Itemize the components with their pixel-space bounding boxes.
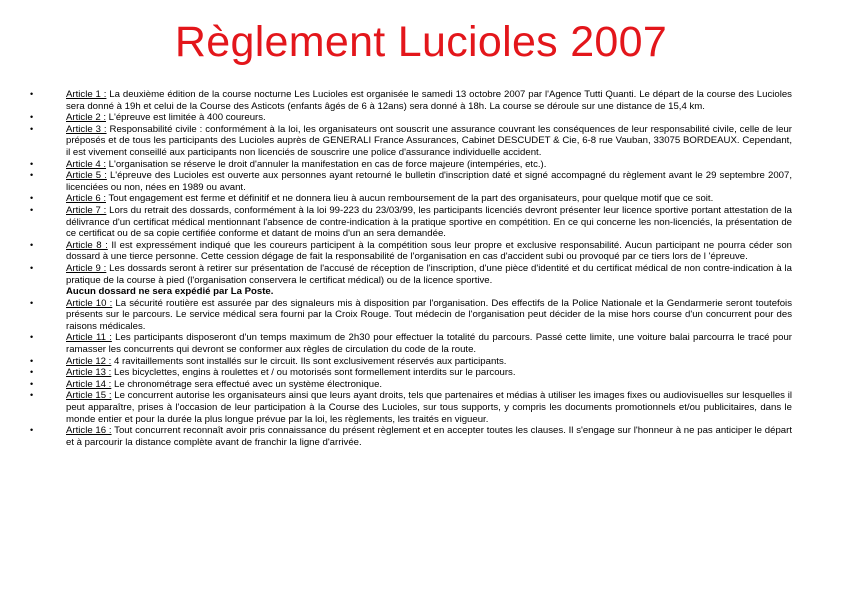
article-9 xyxy=(30,263,792,298)
bullet-icon: • xyxy=(30,112,34,123)
article-1 xyxy=(30,89,792,112)
article-12 xyxy=(30,356,792,368)
article-text: L'organisation se réserve le droit d'annuler la manifestation en cas de force majeure (intempéries, etc.). xyxy=(106,158,547,170)
article-text: Responsabilité civile : conformément à la loi, les organisateurs ont souscrit une assurance couvrant les conséquences de leur responsabilité civile, celle de leur préposés et de tous les participants des Lucioles auprès de GENERALI France Assurances, Cabinet DESCUDET & Cie, 6-8 rue Vauban, 33075 BORDEAUX. Cependant, il est vivement conseillé aux participants non licenciés de souscrire une police d'assurance individuelle accident. xyxy=(66,123,792,158)
article-label: Article 8 : xyxy=(66,239,108,251)
article-2 xyxy=(30,112,792,124)
article-text: Les dossards seront à retirer sur présentation de l'accusé de réception de l'inscription, d'une pièce d'identité et du certificat médical de non contre-indication à la pratique de la course à pied (l'organisation conservera le certificat médical) ou de la licence sportive. xyxy=(66,262,792,286)
document-title: Règlement Lucioles 2007 xyxy=(174,18,668,66)
bullet-icon: • xyxy=(30,89,34,99)
bullet-icon: • xyxy=(30,355,34,366)
article-text: Il est expressément indiqué que les coureurs participent à la compétition sous leur propre et exclusive responsabilité. Aucun participant ne pourra céder son dossard à une tierce personne. Cette cession dégage de fait la responsabilité de l'organisation en cas d'accident subi ou provoqué par ce tiers lors de l 'épreuve. xyxy=(66,239,792,263)
article-label: Article 1 : xyxy=(66,89,107,100)
bullet-icon: • xyxy=(30,239,34,250)
article-text: Les bicyclettes, engins à roulettes et / ou motorisés sont formellement interdits sur le parcours. xyxy=(111,367,516,379)
bullet-icon: • xyxy=(30,204,34,215)
article-label: Article 16 : xyxy=(66,425,112,437)
article-text: Le concurrent autorise les organisateurs ainsi que leurs ayant droits, tels que partenaires et médias à utiliser les images fixes ou audiovisuelles sur lesquelles il peut apparaître, prises à l'occasion de leur participation à la Course des Lucioles, sur tous supports, y compris les documents promotionnels et/ou publicitaires, dans le monde entier et pour la durée la plus longue prévue par la loi, les règlements, les traités en vigueur. xyxy=(66,390,792,425)
article-label: Article 9 : xyxy=(66,262,107,274)
article-8 xyxy=(30,240,792,263)
article-list xyxy=(30,89,792,448)
bullet-icon: • xyxy=(30,170,34,181)
article-label: Article 7 : xyxy=(66,204,107,216)
article-label: Article 6 : xyxy=(66,193,106,205)
article-7 xyxy=(30,205,792,240)
article-text: Les participants disposeront d'un temps maximum de 2h30 pour effectuer la totalité du parcours. Passé cette limite, une voiture balai parcourra le tracé pour ramasser les concurrents qui devront se conformer aux règles de circulation du code de la route. xyxy=(66,332,792,356)
article-14 xyxy=(30,379,792,391)
article-text: 4 ravitaillements sont installés sur le circuit. Ils sont exclusivement réservés aux participants. xyxy=(111,355,507,367)
article-label: Article 3 : xyxy=(66,123,107,135)
article-label: Article 14 : xyxy=(66,378,112,390)
bullet-icon: • xyxy=(30,193,34,204)
article-note: Aucun dossard ne sera expédié par La Poste. xyxy=(66,286,274,298)
bullet-icon: • xyxy=(30,332,34,343)
article-4 xyxy=(30,159,792,171)
article-label: Article 4 : xyxy=(66,158,106,170)
article-5 xyxy=(30,170,792,193)
article-label: Article 11 : xyxy=(66,332,112,344)
article-label: Article 5 : xyxy=(66,170,107,182)
article-label: Article 12 : xyxy=(66,355,112,367)
article-label: Article 13 : xyxy=(66,367,112,379)
article-3 xyxy=(30,124,792,159)
bullet-icon: • xyxy=(30,123,34,134)
article-text: La deuxième édition de la course nocturne Les Lucioles est organisée le samedi 13 octobre 2007 par l'Agence Tutti Quanti. Le départ de la course des Lucioles sera donné à 19h et celui de la Course des Asticots (enfants âgés de 6 à 12ans) sera donné à 18h. La course se déroule sur une distance de 15,4 km. xyxy=(66,89,792,112)
bullet-icon: • xyxy=(30,297,34,308)
bullet-icon: • xyxy=(30,390,34,401)
article-15 xyxy=(30,390,792,425)
article-label: Article 2 : xyxy=(66,112,106,124)
article-label: Article 15 : xyxy=(66,390,112,402)
bullet-icon: • xyxy=(30,367,34,378)
bullet-icon: • xyxy=(30,262,34,273)
article-13 xyxy=(30,367,792,379)
article-11 xyxy=(30,332,792,355)
bullet-icon: • xyxy=(30,378,34,389)
article-text: La sécurité routière est assurée par des signaleurs mis à disposition par l'organisation. Des effectifs de la Police Nationale et la Gendarmerie seront toutefois présents sur le parcours. Le service médical sera fourni par la Croix Rouge. Tout médecin de l'organisation peut décider de la mise hors course d'un concurrent pour des raisons médicales. xyxy=(66,297,792,332)
article-text: L'épreuve est limitée à 400 coureurs. xyxy=(106,112,266,124)
article-text: Le chronométrage sera effectué avec un système électronique. xyxy=(111,378,383,390)
article-text: Lors du retrait des dossards, conformément à la loi 99-223 du 23/03/99, les participants licenciés devront présenter leur licence sportive portant attestation de la délivrance d'un certificat médical mentionnant l'absence de contre-indication à la pratique sportive en compétition. En ce qui concerne les non-licenciés, la présentation de ce certificat ou de sa copie certifiée conforme et datant de moins d'un an sera demandée. xyxy=(66,204,792,240)
article-16 xyxy=(30,425,792,448)
article-10 xyxy=(30,298,792,333)
article-label: Article 10 : xyxy=(66,297,113,309)
article-text: Tout concurrent reconnaît avoir pris connaissance du présent règlement et en accepter toutes les clauses. Il s'engage sur l'honneur à ne pas anticiper le départ et à parcourir la distance complète avant de franchir la ligne d'arrivée. xyxy=(66,425,792,448)
article-text: L'épreuve des Lucioles est ouverte aux personnes ayant retourné le bulletin d'inscription daté et signé accompagné du règlement avant le 29 septembre 2007, licenciées ou non, nées en 1989 ou avant. xyxy=(66,170,792,193)
article-6 xyxy=(30,193,792,205)
article-text: Tout engagement est ferme et définitif et ne donnera lieu à aucun remboursement de la part des organisateurs, pour quelque motif que ce soit. xyxy=(106,193,714,205)
bullet-icon: • xyxy=(30,425,34,436)
bullet-icon: • xyxy=(30,158,34,169)
